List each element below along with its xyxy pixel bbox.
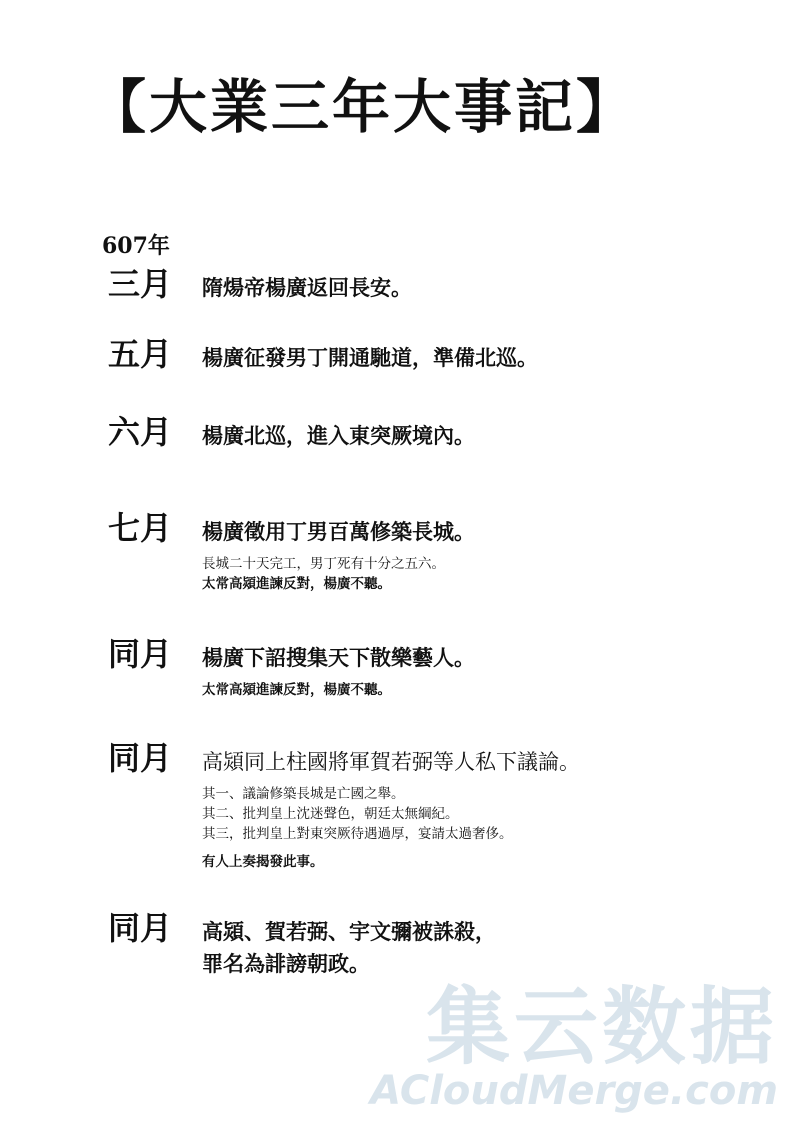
month-label: 同月	[108, 635, 173, 673]
page-title: 【大業三年大事記】	[88, 73, 638, 141]
entry-body	[202, 272, 762, 304]
event-note: 其三，批判皇上對東突厥待遇過厚，宴請太過奢侈。	[202, 826, 513, 842]
event-note: 長城二十天完工，男丁死有十分之五六。	[202, 556, 445, 572]
event-note: 其一、議論修築長城是亡國之舉。	[202, 786, 405, 802]
event-note-bold: 太常高熲進諫反對，楊廣不聽。	[202, 682, 391, 698]
entry-body	[202, 916, 762, 980]
entry-body	[202, 642, 762, 700]
month-label: 七月	[108, 509, 173, 547]
entry-body	[202, 746, 762, 872]
event-text: 高熲同上柱國將軍賀若弼等人私下議論。	[202, 750, 580, 774]
entry-body	[202, 342, 762, 374]
event-text: 楊廣北巡，進入東突厥境內。	[202, 424, 475, 448]
watermark	[370, 978, 778, 1114]
month-label: 同月	[108, 909, 173, 947]
entry-body	[202, 516, 762, 594]
month-label: 五月	[108, 335, 173, 373]
month-label: 六月	[108, 413, 173, 451]
watermark-english: ACloudMerge.com	[370, 1068, 778, 1114]
event-text: 楊廣徵用丁男百萬修築長城。	[202, 520, 475, 544]
event-text: 高熲、賀若弼、宇文彌被誅殺，	[202, 920, 496, 944]
month-label: 同月	[108, 739, 173, 777]
event-text: 楊廣下詔搜集天下散樂藝人。	[202, 646, 475, 670]
event-text: 隋煬帝楊廣返回長安。	[202, 276, 412, 300]
event-text: 罪名為誹謗朝政。	[202, 952, 370, 976]
event-note: 其二、批判皇上沈迷聲色，朝廷太無綱紀。	[202, 806, 459, 822]
event-note-bold: 有人上奏揭發此事。	[202, 854, 324, 870]
watermark-chinese: 集云数据	[425, 978, 778, 1076]
event-text: 楊廣征發男丁開通馳道，準備北巡。	[202, 346, 538, 370]
event-note-bold: 太常高熲進諫反對，楊廣不聽。	[202, 576, 391, 592]
entry-body	[202, 420, 762, 452]
month-label: 三月	[108, 265, 173, 303]
year-label: 607年	[102, 233, 170, 259]
